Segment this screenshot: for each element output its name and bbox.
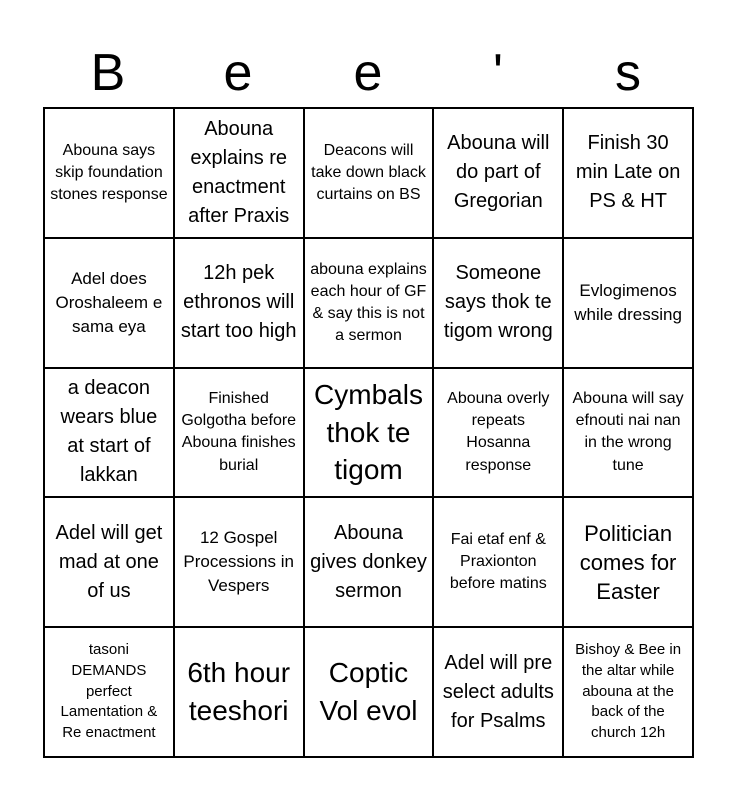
title-letter-4: ' <box>493 44 503 102</box>
cell-text: abouna explains each hour of GF & say this is not a sermon <box>310 260 427 344</box>
cell-text: 12h pek ethronos will start too high <box>180 262 297 343</box>
bingo-cell-r3c1[interactable] <box>45 369 175 499</box>
title-letter-2: e <box>223 44 253 102</box>
bingo-cell-r1c3[interactable] <box>305 109 435 239</box>
cell-text: Abouna says skip foundation stones response <box>50 141 168 203</box>
bingo-cell-r4c3[interactable] <box>305 498 435 628</box>
cell-text: Abouna overly repeats Hosanna response <box>447 390 550 474</box>
cell-text: 6th hour teeshori <box>187 657 291 727</box>
cell-text: Abouna will do part of Gregorian <box>447 132 550 213</box>
cell-text: Evlogimenos while dressing <box>574 280 682 324</box>
bingo-cell-r2c1[interactable] <box>45 239 175 369</box>
bingo-cell-r4c5[interactable] <box>564 498 694 628</box>
bingo-cell-r5c2[interactable] <box>175 628 305 758</box>
cell-text: Someone says thok te tigom wrong <box>443 262 553 343</box>
cell-text: Finish 30 min Late on PS & HT <box>575 132 681 213</box>
cell-text: Finished Golgotha before Abouna finishes burial <box>181 390 297 474</box>
cell-text: Adel will get mad at one of us <box>55 521 163 602</box>
cell-text: Abouna gives donkey sermon <box>310 521 427 602</box>
bingo-cell-r1c4[interactable] <box>434 109 564 239</box>
bingo-title <box>43 40 693 106</box>
bingo-cell-r2c2[interactable] <box>175 239 305 369</box>
cell-text: Coptic Vol evol <box>319 657 418 727</box>
bingo-cell-r3c4[interactable] <box>434 369 564 499</box>
bingo-cell-r4c4[interactable] <box>434 498 564 628</box>
bingo-cell-r2c3[interactable] <box>305 239 435 369</box>
bingo-cell-r3c5[interactable] <box>564 369 694 499</box>
bingo-cell-r4c2[interactable] <box>175 498 305 628</box>
title-letter-5: s <box>615 44 641 102</box>
bingo-cell-r2c5[interactable] <box>564 239 694 369</box>
bingo-cell-r5c4[interactable] <box>434 628 564 758</box>
bingo-cell-r1c5[interactable] <box>564 109 694 239</box>
title-letter-3: e <box>353 44 383 102</box>
cell-text: Fai etaf enf & Praxionton before matins <box>449 531 547 593</box>
bingo-cell-r2c4[interactable] <box>434 239 564 369</box>
bingo-cell-r5c3[interactable] <box>305 628 435 758</box>
cell-text: Deacons will take down black curtains on BS <box>311 141 426 203</box>
bingo-cell-r5c5[interactable] <box>564 628 694 758</box>
cell-text: a deacon wears blue at start of lakkan <box>60 377 158 487</box>
cell-text: Bishoy & Bee in the altar while abouna at the back of the church 12h <box>575 641 682 742</box>
cell-text: Adel does Oroshaleem e sama eya <box>55 268 163 336</box>
bingo-cell-r5c1[interactable] <box>45 628 175 758</box>
cell-text: Cymbals thok te tigom <box>314 378 423 486</box>
bingo-cell-r1c1[interactable] <box>45 109 175 239</box>
cell-text: Adel will pre select adults for Psalms <box>442 651 554 732</box>
bingo-cell-r3c3[interactable] <box>305 369 435 499</box>
cell-text: 12 Gospel Processions in Vespers <box>183 528 294 596</box>
bingo-cell-r1c2[interactable] <box>175 109 305 239</box>
cell-text: Politician comes for Easter <box>579 520 677 604</box>
bingo-board <box>43 107 694 758</box>
cell-text: Abouna explains re enactment after Praxis <box>188 117 290 227</box>
cell-text: tasoni DEMANDS perfect Lamentation & Re enactment <box>60 641 158 742</box>
title-letter-1: B <box>90 44 126 102</box>
bingo-cell-r4c1[interactable] <box>45 498 175 628</box>
bingo-cell-r3c2[interactable] <box>175 369 305 499</box>
cell-text: Abouna will say efnouti nai nan in the wrong tune <box>572 390 684 474</box>
